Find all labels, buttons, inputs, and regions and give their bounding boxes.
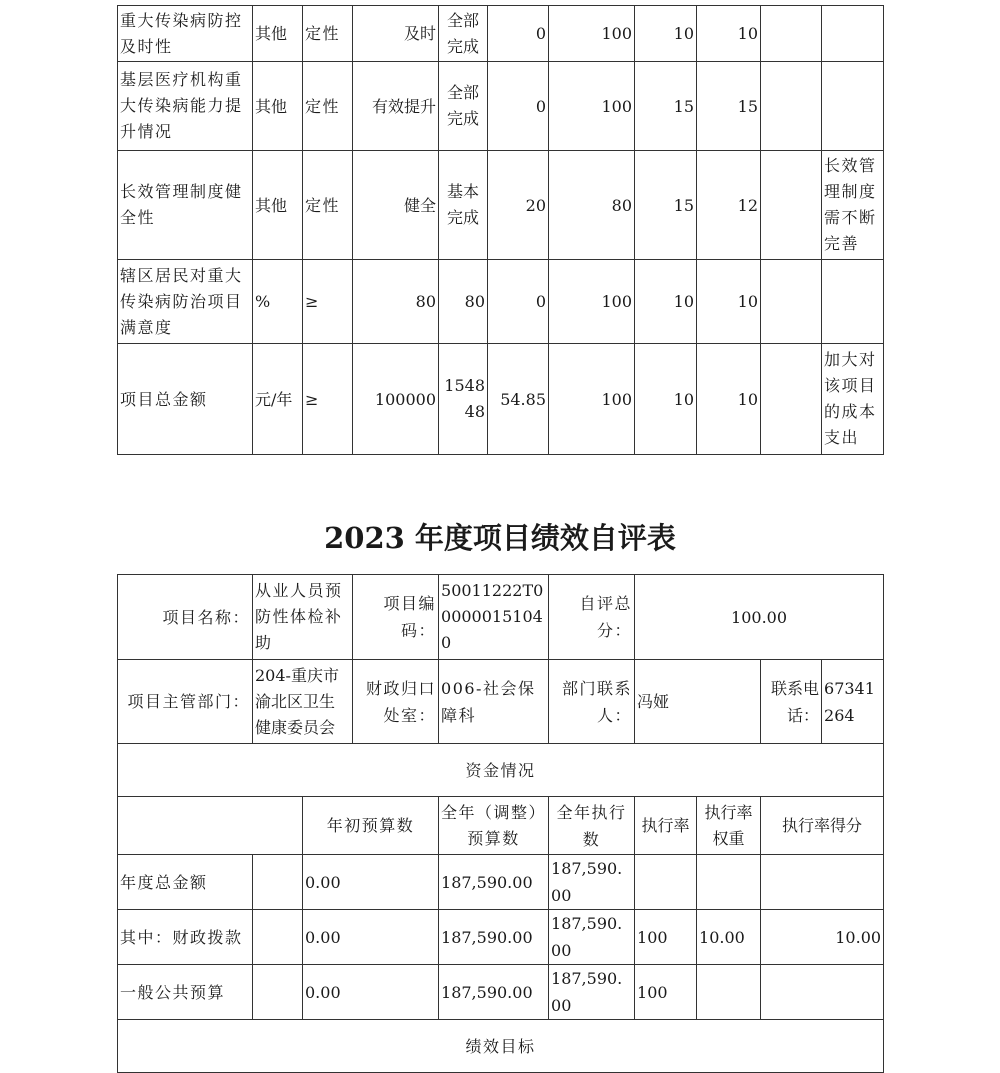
table-row: [118, 62, 884, 151]
indicator-high: 100: [549, 344, 635, 455]
funds-adjusted: 187,590.00: [439, 965, 549, 1020]
indicator-target: 有效提升: [353, 62, 439, 151]
indicator-high: 100: [549, 62, 635, 151]
indicator-type: %: [253, 260, 303, 344]
funds-executed: 187,590.00: [549, 855, 635, 910]
indicator-weight: 15: [635, 151, 697, 260]
col-header-weight: 执行率权重: [697, 797, 761, 855]
indicator-weight: 15: [635, 62, 697, 151]
empty-cell: [253, 855, 303, 910]
indicator-name: 重大传染病防控及时性: [118, 6, 253, 62]
table-row: [118, 151, 884, 260]
indicator-target: 100000: [353, 344, 439, 455]
col-header-executed: 全年执行数: [549, 797, 635, 855]
self-score: 100.00: [635, 575, 884, 660]
indicator-low: 0: [488, 6, 549, 62]
section-row: [118, 744, 884, 797]
indicator-high: 80: [549, 151, 635, 260]
col-header-rate: 执行率: [635, 797, 697, 855]
dept: 204-重庆市渝北区卫生健康委员会: [253, 660, 353, 744]
indicator-low: 0: [488, 260, 549, 344]
empty-cell: [822, 6, 884, 62]
indicator-score: 12: [697, 151, 761, 260]
indicator-weight: 10: [635, 260, 697, 344]
indicator-low: 20: [488, 151, 549, 260]
funds-row-label: 其中：财政拨款: [118, 910, 253, 965]
finance-label: 财政归口处室：: [353, 660, 439, 744]
section-row: [118, 1020, 884, 1073]
empty-cell: [761, 151, 822, 260]
col-header-score: 执行率得分: [761, 797, 884, 855]
contact: 冯娅: [635, 660, 761, 744]
funds-initial: 0.00: [303, 855, 439, 910]
col-header-initial: 年初预算数: [303, 797, 439, 855]
indicator-operator: 定性: [303, 6, 353, 62]
indicator-target: 及时: [353, 6, 439, 62]
indicator-actual: 全部完成: [439, 6, 488, 62]
indicator-type: 其他: [253, 62, 303, 151]
indicator-type: 元/年: [253, 344, 303, 455]
indicator-name: 长效管理制度健全性: [118, 151, 253, 260]
funds-executed: 187,590.00: [549, 910, 635, 965]
project-name: 从业人员预防性体检补助: [253, 575, 353, 660]
indicator-operator: 定性: [303, 151, 353, 260]
indicator-note: [761, 6, 822, 62]
indicator-operator: ≥: [303, 344, 353, 455]
indicator-note: [761, 62, 822, 151]
dept-label: 项目主管部门：: [118, 660, 253, 744]
empty-cell: [253, 910, 303, 965]
funds-weight: [697, 965, 761, 1020]
indicator-score: 10: [697, 260, 761, 344]
funds-executed: 187,590.00: [549, 965, 635, 1020]
evaluation-table: [117, 574, 884, 1073]
funds-rate: 100: [635, 965, 697, 1020]
indicator-operator: ≥: [303, 260, 353, 344]
funds-header-row: [118, 797, 884, 855]
phone-label: 联系电话：: [761, 660, 822, 744]
table-row: [118, 965, 884, 1020]
indicator-target: 健全: [353, 151, 439, 260]
self-score-label: 自评总分：: [549, 575, 635, 660]
indicator-low: 54.85: [488, 344, 549, 455]
indicator-target: 80: [353, 260, 439, 344]
empty-cell: [118, 797, 303, 855]
funds-weight: 10.00: [697, 910, 761, 965]
indicator-note: 长效管理制度需不断完善: [822, 151, 884, 260]
indicator-name: 项目总金额: [118, 344, 253, 455]
indicator-actual: 80: [439, 260, 488, 344]
funds-score: [761, 965, 884, 1020]
indicator-score: 10: [697, 344, 761, 455]
empty-cell: [822, 62, 884, 151]
project-code: 50011222T000000151040: [439, 575, 549, 660]
indicator-actual: 154848: [439, 344, 488, 455]
goals-section-label: 绩效目标: [118, 1020, 884, 1073]
empty-cell: [761, 344, 822, 455]
table-row: [118, 260, 884, 344]
funds-score: 10.00: [761, 910, 884, 965]
funds-section-label: 资金情况: [118, 744, 884, 797]
funds-row-label: 年度总金额: [118, 855, 253, 910]
indicator-table: [117, 5, 884, 455]
indicator-low: 0: [488, 62, 549, 151]
page-title: 2023 年度项目绩效自评表: [324, 521, 676, 555]
funds-adjusted: 187,590.00: [439, 910, 549, 965]
indicator-high: 100: [549, 260, 635, 344]
table-row: [118, 344, 884, 455]
table-row: [118, 910, 884, 965]
indicator-actual: 全部完成: [439, 62, 488, 151]
table-row: [118, 855, 884, 910]
table-row: [118, 6, 884, 62]
indicator-name: 辖区居民对重大传染病防治项目满意度: [118, 260, 253, 344]
indicator-score: 15: [697, 62, 761, 151]
info-row: [118, 660, 884, 744]
empty-cell: [253, 965, 303, 1020]
funds-row-label: 一般公共预算: [118, 965, 253, 1020]
empty-cell: [822, 260, 884, 344]
indicator-name: 基层医疗机构重大传染病能力提升情况: [118, 62, 253, 151]
funds-initial: 0.00: [303, 910, 439, 965]
finance: 006-社会保障科: [439, 660, 549, 744]
indicator-rows: [118, 6, 884, 455]
indicator-note: 加大对该项目的成本支出: [822, 344, 884, 455]
funds-initial: 0.00: [303, 965, 439, 1020]
indicator-note: [761, 260, 822, 344]
indicator-operator: 定性: [303, 62, 353, 151]
indicator-type: 其他: [253, 151, 303, 260]
funds-rate: 100: [635, 910, 697, 965]
project-code-label: 项目编码：: [353, 575, 439, 660]
phone: 67341264: [822, 660, 884, 744]
contact-label: 部门联系人：: [549, 660, 635, 744]
funds-rate: [635, 855, 697, 910]
project-name-label: 项目名称：: [118, 575, 253, 660]
indicator-actual: 基本完成: [439, 151, 488, 260]
indicator-type: 其他: [253, 6, 303, 62]
col-header-adjusted: 全年（调整）预算数: [439, 797, 549, 855]
funds-score: [761, 855, 884, 910]
indicator-score: 10: [697, 6, 761, 62]
indicator-high: 100: [549, 6, 635, 62]
funds-adjusted: 187,590.00: [439, 855, 549, 910]
info-row: [118, 575, 884, 660]
indicator-weight: 10: [635, 6, 697, 62]
indicator-weight: 10: [635, 344, 697, 455]
funds-weight: [697, 855, 761, 910]
